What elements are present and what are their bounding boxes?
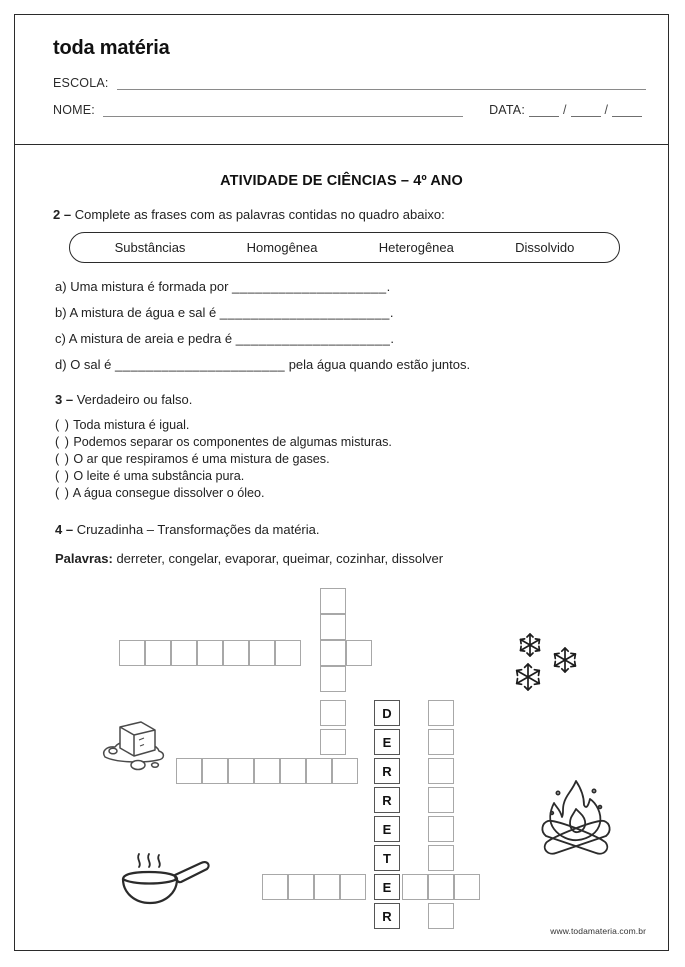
crossword-cell-filled[interactable]: E [374, 729, 400, 755]
tf-item-4 [55, 485, 642, 502]
crossword-cell[interactable] [454, 874, 480, 900]
item-a-text-after: . [386, 279, 391, 294]
item-a-blank[interactable]: ____________________ [232, 279, 387, 294]
tf-checkbox-2[interactable]: ( ) [55, 452, 70, 466]
tf-label-2: O ar que respiramos é uma mistura de gases. [73, 452, 330, 466]
tf-item-1 [55, 434, 642, 451]
question-3-number: 3 – [55, 392, 74, 407]
crossword-cell[interactable] [320, 700, 346, 726]
tf-label-1: Podemos separar os componentes de algumas misturas. [73, 435, 392, 449]
crossword-cell[interactable] [428, 787, 454, 813]
brand-logo: toda matéria [53, 37, 170, 59]
crossword-cell[interactable] [197, 640, 223, 666]
item-d-text-after: pela água quando estão juntos. [288, 357, 471, 372]
crossword-cell[interactable] [320, 640, 346, 666]
escola-field-row [53, 76, 646, 90]
item-d-label: d) [55, 357, 67, 372]
crossword-cell[interactable] [306, 758, 332, 784]
crossword-cell[interactable] [288, 874, 314, 900]
crossword-cell[interactable] [223, 640, 249, 666]
crossword-cell-filled[interactable]: R [374, 758, 400, 784]
campfire-icon [528, 773, 624, 865]
crossword-cell[interactable] [320, 666, 346, 692]
tf-item-3 [55, 468, 642, 485]
question-2-item-c [55, 331, 642, 346]
question-2-item-d [55, 357, 642, 372]
footer-url: www.todamateria.com.br [550, 926, 646, 936]
question-2-text: Complete as frases com as palavras contidas no quadro abaixo: [74, 207, 445, 222]
crossword-cell[interactable] [332, 758, 358, 784]
tf-checkbox-3[interactable]: ( ) [55, 469, 70, 483]
item-c-blank[interactable]: ____________________ [235, 331, 391, 346]
word-bank-item-1[interactable]: Homogênea [246, 240, 318, 255]
data-slash-1: / [563, 103, 567, 117]
crossword-cell-filled[interactable]: E [374, 874, 400, 900]
item-b-text-before: A mistura de água e sal é [69, 305, 217, 320]
snowflakes-icon [508, 627, 588, 699]
crossword-cell[interactable] [228, 758, 254, 784]
crossword-cell[interactable] [428, 700, 454, 726]
word-bank-item-3[interactable]: Dissolvido [515, 240, 575, 255]
item-c-text-before: A mistura de areia e pedra é [68, 331, 233, 346]
item-d-blank[interactable]: ______________________ [115, 357, 286, 372]
frying-pan-icon [115, 845, 215, 915]
crossword-cell[interactable] [320, 729, 346, 755]
word-bank-item-0[interactable]: Substâncias [114, 240, 186, 255]
crossword-cell[interactable] [340, 874, 366, 900]
page-title: ATIVIDADE DE CIÊNCIAS – 4º ANO [220, 173, 463, 189]
crossword-cell[interactable] [262, 874, 288, 900]
word-bank [69, 232, 620, 263]
crossword-cell[interactable] [320, 588, 346, 614]
crossword-cell[interactable] [346, 640, 372, 666]
escola-input-line[interactable] [117, 78, 646, 90]
question-3-prompt [55, 392, 642, 407]
crossword-cell[interactable] [428, 874, 454, 900]
item-a-text-before: Uma mistura é formada por [70, 279, 229, 294]
worksheet-header [15, 15, 668, 145]
crossword-cell[interactable] [428, 816, 454, 842]
crossword-cell[interactable] [176, 758, 202, 784]
crossword-cell[interactable] [171, 640, 197, 666]
crossword-cell-filled[interactable]: T [374, 845, 400, 871]
escola-label: ESCOLA: [53, 76, 109, 90]
tf-checkbox-0[interactable]: ( ) [55, 418, 70, 432]
nome-input-line[interactable] [103, 105, 463, 117]
crossword-cell[interactable] [428, 845, 454, 871]
crossword-cell[interactable] [402, 874, 428, 900]
data-year-input[interactable] [612, 105, 642, 117]
question-3-text: Verdadeiro ou falso. [76, 392, 193, 407]
tf-checkbox-1[interactable]: ( ) [55, 435, 70, 449]
tf-item-2 [55, 451, 642, 468]
worksheet-page [14, 14, 669, 951]
item-a-label: a) [55, 279, 67, 294]
question-2-number: 2 – [53, 207, 72, 222]
item-c-label: c) [55, 331, 66, 346]
nome-label: NOME: [53, 103, 95, 117]
palavras-list: derreter, congelar, evaporar, queimar, cozinhar, dissolver [116, 551, 444, 566]
crossword-cell[interactable] [428, 903, 454, 929]
word-bank-item-2[interactable]: Heterogênea [378, 240, 454, 255]
tf-item-0 [55, 417, 642, 434]
crossword-cell-filled[interactable]: R [374, 787, 400, 813]
question-2-prompt [53, 207, 642, 222]
palavras-line [55, 551, 642, 566]
item-b-text-after: . [389, 305, 394, 320]
tf-label-3: O leite é uma substância pura. [73, 469, 245, 483]
worksheet-content [15, 145, 668, 566]
nome-data-field-row [53, 103, 646, 117]
question-4-prompt [55, 522, 642, 537]
crossword-cell[interactable] [249, 640, 275, 666]
question-2-item-a [55, 279, 642, 294]
crossword-cell[interactable] [428, 729, 454, 755]
data-month-input[interactable] [571, 105, 601, 117]
item-b-blank[interactable]: ______________________ [219, 305, 390, 320]
crossword-cell[interactable] [428, 758, 454, 784]
question-4-text: Cruzadinha – Transformações da matéria. [76, 522, 320, 537]
crossword-cell[interactable] [202, 758, 228, 784]
data-day-input[interactable] [529, 105, 559, 117]
tf-label-0: Toda mistura é igual. [73, 418, 190, 432]
crossword-cell-filled[interactable]: D [374, 700, 400, 726]
question-2-item-b [55, 305, 642, 320]
crossword-cell-filled[interactable]: E [374, 816, 400, 842]
ice-cube-melting-icon [95, 713, 175, 775]
item-c-text-after: . [390, 331, 394, 346]
tf-checkbox-4[interactable]: ( ) [55, 486, 70, 500]
crossword-cell[interactable] [314, 874, 340, 900]
true-false-list [55, 417, 642, 502]
crossword-cell[interactable] [320, 614, 346, 640]
crossword-cell[interactable] [280, 758, 306, 784]
data-field-group [489, 103, 646, 117]
data-slash-2: / [604, 103, 608, 117]
question-4-number: 4 – [55, 522, 74, 537]
crossword-cell[interactable] [254, 758, 280, 784]
item-b-label: b) [55, 305, 67, 320]
crossword-cell[interactable] [145, 640, 171, 666]
data-label: DATA: [489, 103, 526, 117]
item-d-text-before: O sal é [70, 357, 112, 372]
crossword-cell[interactable] [275, 640, 301, 666]
palavras-label: Palavras: [55, 551, 113, 566]
crossword-cell[interactable] [119, 640, 145, 666]
tf-label-4: A água consegue dissolver o óleo. [72, 486, 265, 500]
crossword-cell-filled[interactable]: R [374, 903, 400, 929]
